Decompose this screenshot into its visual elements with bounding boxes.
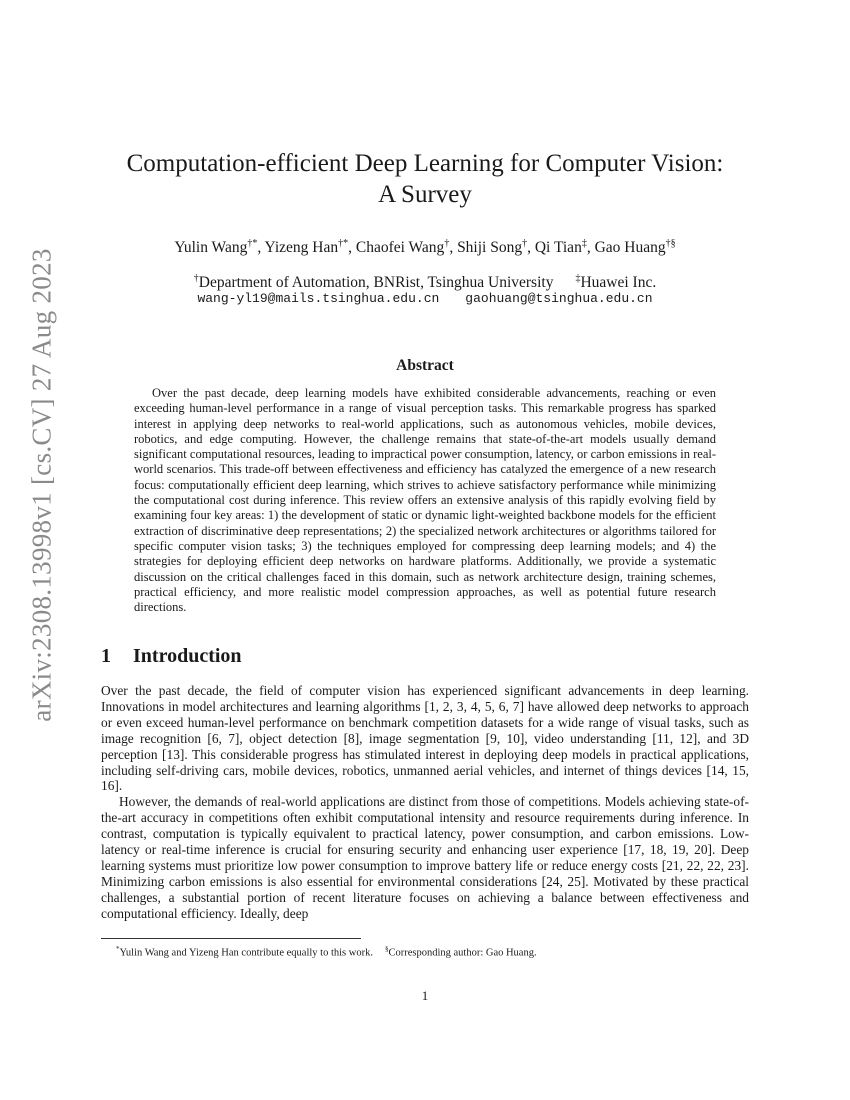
paper-title [0,148,850,210]
author-list: Yulin Wang†*, Yizeng Han†*, Chaofei Wang†, Shiji Song†, Qi Tian‡, Gao Huang†§ [174,238,676,257]
footnote-text: Yulin Wang and Yizeng Han contribute equally to this work. [119,947,373,959]
author-marks: †* [338,238,349,249]
author-marks: †§ [665,238,676,249]
introduction-body [101,683,749,922]
footnote-text: Corresponding author: Gao Huang. [388,947,537,959]
affiliation-name: Department of Automation, BNRist, Tsinghua University [198,274,554,292]
abstract-body: Over the past decade, deep learning models have exhibited considerable advancements, reaching or even exceeding human-level performance in a range of visual perception tasks. This remarkable progress has sparked interest in applying deep networks to real-world applications, such as autonomous vehicles, mobile devices, robotics, and edge computing. However, the challenge remains that state-of-the-art models usually demand significant computational resources, leading to impractical power consumption, latency, or carbon emissions in real-world scenarios. This trade-off between effectiveness and efficiency has catalyzed the emergence of a new research focus: computationally efficient deep learning, which strives to achieve satisfactory performance while minimizing the computational cost during inference. This review offers an extensive analysis of this rapidly evolving field by examining four key areas: 1) the development of static or dynamic light-weighted backbone models for the efficient extraction of discriminative deep representations; 2) the specialized network architectures or algorithms tailored for specific computer vision tasks; 3) the techniques employed for compressing deep learning models; and 4) the strategies for deploying efficient deep networks on hardware platforms. Additionally, we provide a systematic discussion on the critical challenges faced in this domain, such as network architecture design, training schemes, practical efficiency, and more realistic model compression approaches, as well as potential future research directions. [134,386,716,615]
title-line-2: A Survey [378,181,472,208]
affiliation-mark: ‡ [575,273,581,284]
paragraph: However, the demands of real-world applications are distinct from those of competitions. Models achieving state-of-the-art accuracy in competitions often exhibit computational intensity and resource requirements during inference. In contrast, computation is typically equivalent to practical latency, power consumption, and carbon emissions. Low-latency or real-time inference is crucial for ensuring security and enhancing user experience [17, 18, 19, 20]. Deep learning systems must prioritize low power consumption to improve battery life or reduce energy costs [21, 22, 22, 23]. Minimizing carbon emissions is also essential for environmental considerations [24, 25]. Motivated by these practical challenges, a substantial portion of recent literature focuses on achieving a balance between effectiveness and computational efficiency. Ideally, deep [101,794,749,921]
author-name: Yulin Wang [174,239,248,257]
affiliation-name: Huawei Inc. [580,274,657,292]
email-list [0,290,850,308]
author-name: Yizeng Han [264,239,339,257]
footnote-mark: * [116,945,120,953]
arxiv-sidebar [22,248,62,722]
section-heading [101,645,242,668]
arxiv-identifier: arXiv:2308.13998v1 [cs.CV] 27 Aug 2023 [26,248,57,722]
section-title: Introduction [133,645,242,667]
abstract-heading: Abstract [396,357,454,374]
email-address: gaohuang@tsinghua.edu.cn [465,291,653,306]
email-address: wang-yl19@mails.tsinghua.edu.cn [197,291,440,306]
footnote-divider [101,938,361,939]
author-marks: † [444,238,450,249]
author-marks: † [522,238,528,249]
author-name: Gao Huang [594,239,666,257]
footnote-mark: § [384,945,389,953]
author-name: Chaofei Wang [355,239,445,257]
footnotes [116,943,537,960]
affiliation-mark: † [193,273,199,284]
author-name: Shiji Song [457,239,523,257]
author-marks: ‡ [581,238,587,249]
paragraph: Over the past decade, the field of computer vision has experienced significant advancements in deep learning. Innovations in model architectures and learning algorithms [1, 2, 3, 4, 5, 6, 7] have allowed deep networks to approach or even exceed human-level performance on benchmark competition datasets for a wide range of visual tasks, such as image recognition [6, 7], object detection [8], image segmentation [9, 10], video understanding [11, 12], and 3D perception [13]. This considerable progress has stimulated interest in deploying deep models in practical applications, including self-driving cars, mobile devices, robotics, unmanned aerial vehicles, and internet of things devices [14, 15, 16]. [101,683,749,794]
title-line-1: Computation-efficient Deep Learning for Computer Vision: [126,150,724,177]
author-marks: †* [247,238,258,249]
author-name: Qi Tian [534,239,582,257]
page-number: 1 [421,988,429,1003]
section-number: 1 [101,645,111,667]
